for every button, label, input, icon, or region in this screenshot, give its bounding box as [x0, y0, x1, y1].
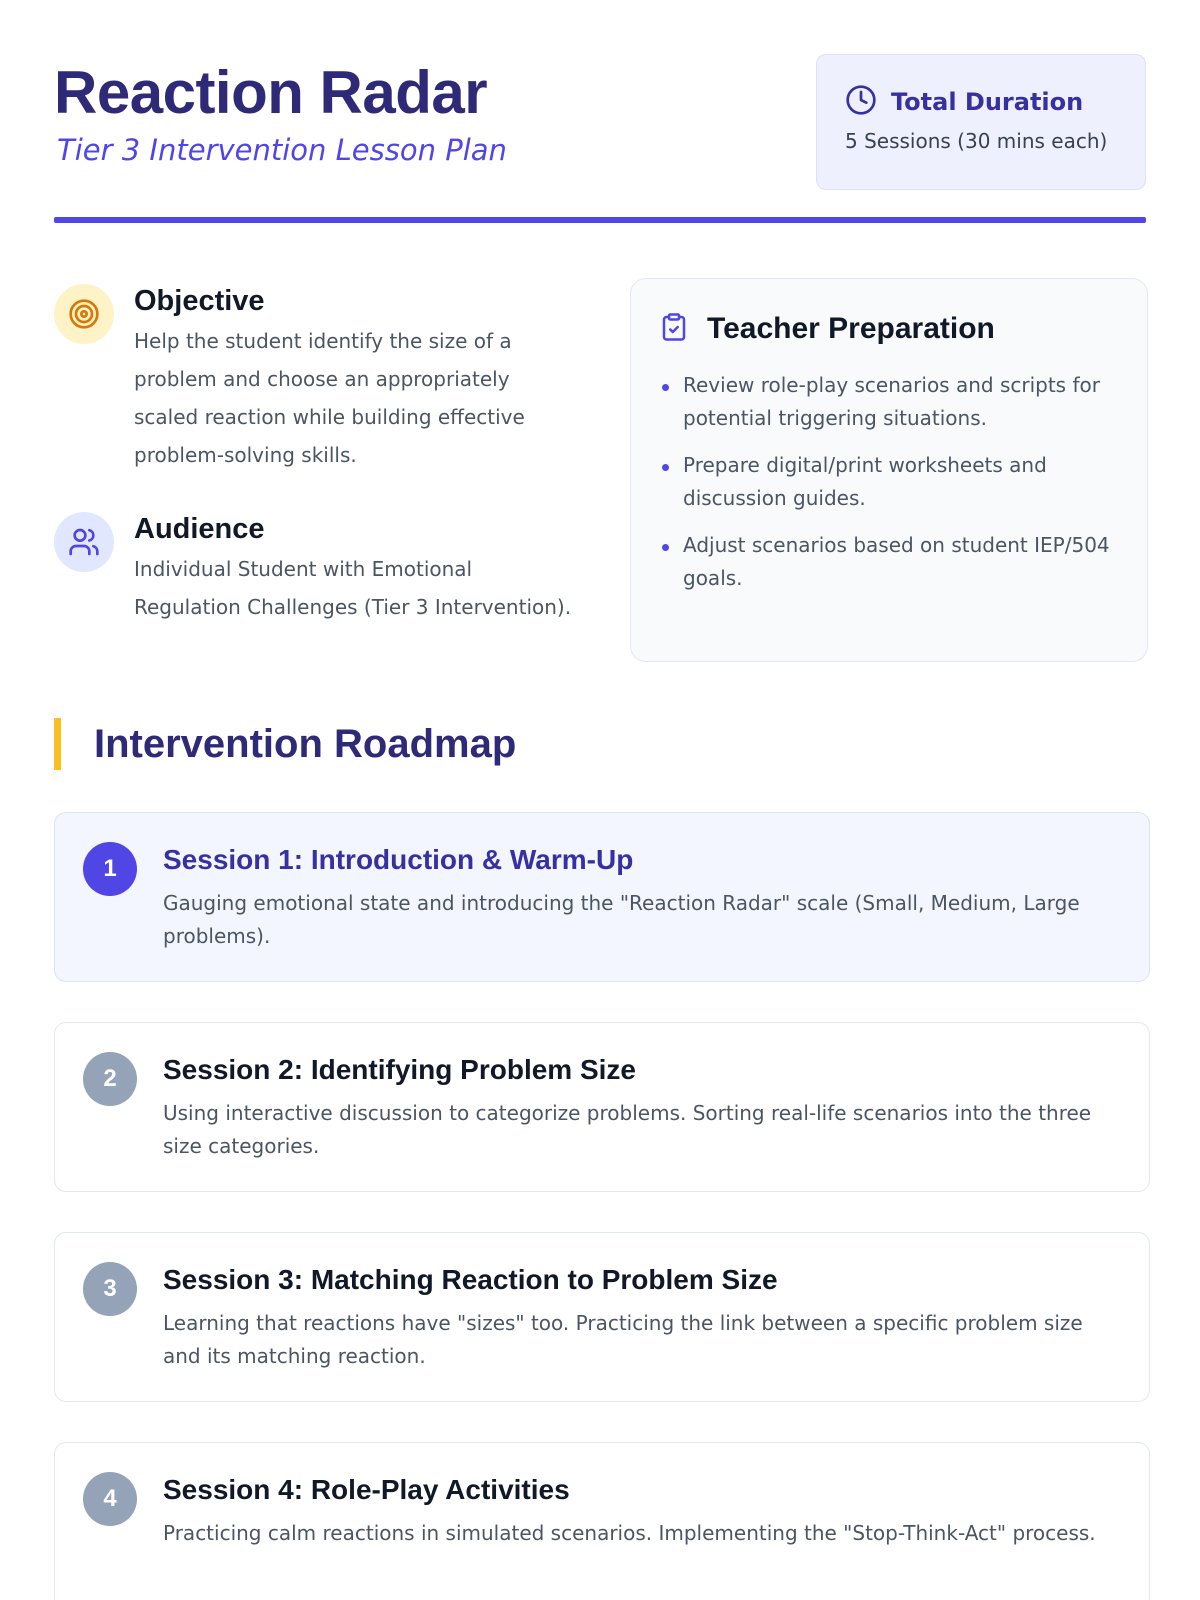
- roadmap-title: Intervention Roadmap: [94, 721, 517, 766]
- duration-value: 5 Sessions (30 mins each): [845, 129, 1108, 153]
- session-number-badge: 4: [83, 1472, 137, 1526]
- audience-section: [54, 512, 574, 626]
- session-card-4[interactable]: [54, 1442, 1150, 1600]
- objective-title: Objective: [134, 285, 265, 317]
- preparation-title: Teacher Preparation: [707, 312, 995, 345]
- duration-label: Total Duration: [891, 88, 1084, 116]
- session-card-1[interactable]: [54, 812, 1150, 982]
- preparation-item: Review role-play scenarios and scripts for potential triggering situations.: [659, 369, 1121, 435]
- objective-section: [54, 284, 574, 474]
- page-subtitle: Tier 3 Intervention Lesson Plan: [57, 133, 507, 167]
- session-number-badge: 1: [83, 842, 137, 896]
- preparation-item: Adjust scenarios based on student IEP/504 goals.: [659, 529, 1121, 595]
- clock-icon: [845, 84, 877, 120]
- info-column: [54, 284, 574, 626]
- session-card-2[interactable]: [54, 1022, 1150, 1192]
- session-description: Learning that reactions have "sizes" too. Practicing the link between a specific problem size and its matching reaction.: [163, 1311, 1083, 1368]
- header: [54, 0, 1146, 222]
- preparation-item: Prepare digital/print worksheets and discussion guides.: [659, 449, 1121, 515]
- preparation-header: [659, 309, 1121, 349]
- target-icon: [54, 284, 114, 344]
- header-divider: [54, 217, 1146, 223]
- session-title: Session 2: Identifying Problem Size: [163, 1054, 636, 1085]
- session-description: Practicing calm reactions in simulated scenarios. Implementing the "Stop-Think-Act" process.: [163, 1521, 1096, 1545]
- session-number-badge: 2: [83, 1052, 137, 1106]
- duration-card: [816, 54, 1146, 190]
- preparation-list: [659, 369, 1121, 595]
- session-title: Session 4: Role-Play Activities: [163, 1474, 570, 1505]
- audience-text: Individual Student with Emotional Regulation Challenges (Tier 3 Intervention).: [134, 557, 572, 619]
- clipboard-check-icon: [659, 310, 689, 348]
- page-title: Reaction Radar: [54, 59, 488, 126]
- session-title: Session 3: Matching Reaction to Problem Size: [163, 1264, 778, 1295]
- session-description: Using interactive discussion to categorize problems. Sorting real-life scenarios into the three size categories.: [163, 1101, 1092, 1158]
- audience-title: Audience: [134, 513, 265, 545]
- session-card-3[interactable]: [54, 1232, 1150, 1402]
- duration-header: [845, 85, 1117, 119]
- roadmap-heading: [54, 718, 516, 770]
- session-number-badge: 3: [83, 1262, 137, 1316]
- session-description: Gauging emotional state and introducing the "Reaction Radar" scale (Small, Medium, Large problems).: [163, 891, 1080, 948]
- objective-text: Help the student identify the size of a problem and choose an appropriately scaled reaction while building effective problem-solving skills.: [134, 329, 525, 467]
- teacher-preparation-card: [630, 278, 1148, 662]
- session-title: Session 1: Introduction & Warm-Up: [163, 844, 634, 875]
- users-icon: [54, 512, 114, 572]
